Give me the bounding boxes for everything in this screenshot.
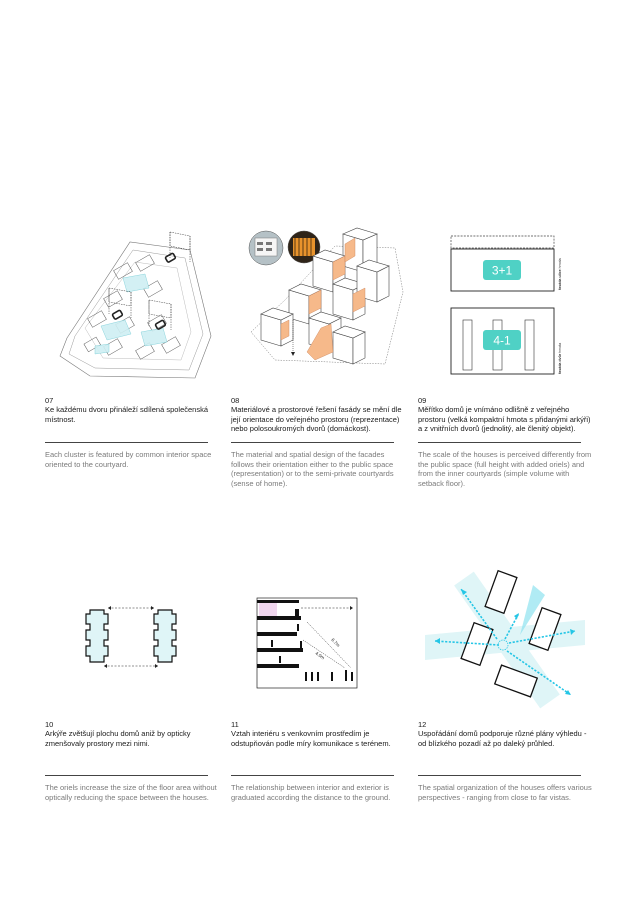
item-number: 10 [45,720,54,729]
item-text-cz: Uspořádání domů podporuje různé plány výhledu - od blízkého pozadí až po daleký průhled. [418,729,587,748]
oriels-diagram [80,600,190,680]
item-number: 08 [231,396,240,405]
scale-diagram [445,232,595,382]
item-10-en [45,774,220,802]
item-number: 12 [418,720,427,729]
side-label-bottom: fasáda dvůr hmota [558,342,562,374]
item-text-cz: Materiálové a prostorové řešení fasády se mění dle její orientace do veřejného prostoru (reprezentace) nebo polosoukromých dvorů (domáckost). [231,405,402,433]
item-text-cz: Měřítko domů je vnímáno odlišně z veřejného prostoru (velká kompaktní hmota s přidanými arkýři) a z vnitřních dvorů (jednolitý, ale členitý objekt). [418,405,591,433]
item-text-en: The scale of the houses is perceived differently from the public space (full height with added oriels) and from the inner courtyards (simple volume with setback floor). [418,450,592,488]
item-number: 11 [231,720,239,729]
item-08-en [231,441,406,488]
label-4minus1: 4-1 [493,333,511,348]
item-text-en: The material and spatial design of the facades follows their orientation either to the public space (representation) or to the semi-private courtyards (sense of home). [231,450,394,488]
item-number: 07 [45,396,54,405]
item-11 [231,720,406,748]
item-number: 09 [418,396,427,405]
dimension-b: 4.0m [314,650,326,661]
dimension-a: 6.7m [330,637,341,648]
item-11-en [231,774,406,802]
item-text-en: The spatial organization of the houses offers various perspectives - ranging from close to far vistas. [418,783,592,802]
item-text-en: The relationship between interior and exterior is graduated according the distance to the ground. [231,783,391,802]
item-07-en [45,441,220,469]
facade-axonometric-diagram [245,228,415,383]
item-text-cz: Ke každému dvoru přináleží sdílená společenská místnost. [45,405,209,424]
section-diagram [255,596,365,691]
item-10 [45,720,220,748]
item-09 [418,396,593,434]
item-08 [231,396,406,434]
side-label-top: fasáda ulice hmota [558,258,562,290]
label-3plus1: 3+1 [491,263,513,278]
item-text-en: The oriels increase the size of the floor area without optically reducing the space between the houses. [45,783,217,802]
item-07 [45,396,220,424]
item-text-cz: Arkýře zvětšují plochu domů aniž by opticky zmenšovaly prostory mezi nimi. [45,729,191,748]
item-text-cz: Vztah interiéru s venkovním prostředím je odstupňován podle míry komunikace s terénem. [231,729,391,748]
item-12 [418,720,593,748]
site-plan-diagram [45,228,215,383]
item-12-en [418,774,593,802]
perspectives-diagram [425,565,585,715]
item-09-en [418,441,593,488]
item-text-en: Each cluster is featured by common interior space oriented to the courtyard. [45,450,212,469]
